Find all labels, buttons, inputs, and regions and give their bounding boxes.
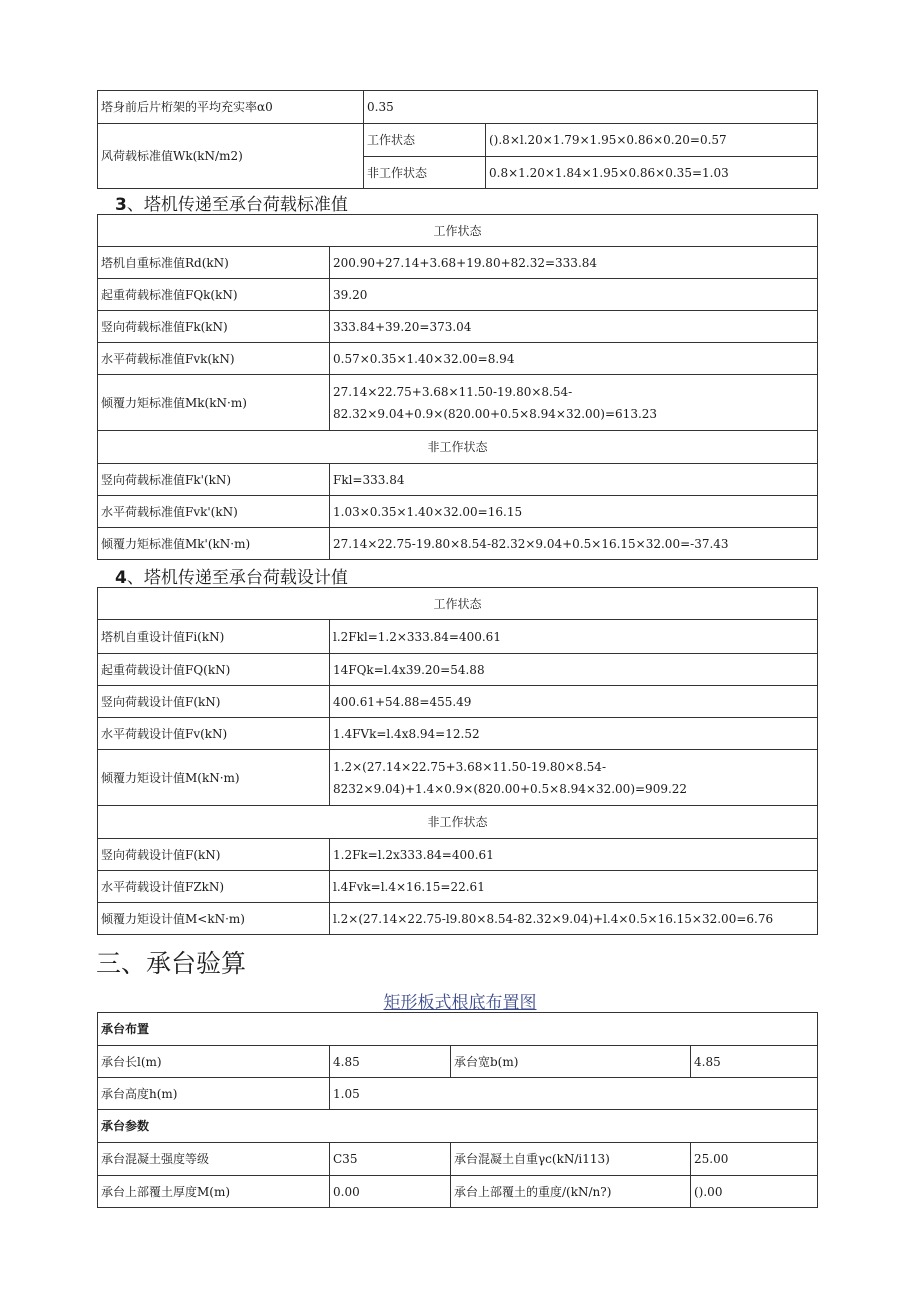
s4-row-label: 塔机自重设计值Fi(kN): [98, 620, 330, 654]
working-state-value: ().8×l.20×1.79×1.95×0.86×0.20=0.57: [486, 124, 818, 157]
cap-length-value: 4.85: [330, 1046, 451, 1078]
s3-row-value: 333.84+39.20=373.04: [330, 311, 818, 343]
cap-height-label: 承台高度h(m): [98, 1078, 330, 1110]
s3-working-header: 工作状态: [98, 215, 818, 247]
cap-concrete-label: 承台混凝土强度等级: [98, 1143, 330, 1176]
s3-nw-row-label: 竖向荷载标准值Fk'(kN): [98, 464, 330, 496]
section-3-number: 3: [115, 195, 127, 215]
s4-nw-row-label: 竖向荷载设计值F(kN): [98, 839, 330, 871]
cap-soil-thickness-label: 承台上部覆土厚度M(m): [98, 1176, 330, 1208]
cap-soil-weight-label: 承台上部覆土的重度/(kN/n?): [451, 1176, 691, 1208]
design-load-table: [97, 587, 818, 935]
s4-row-value: 1.4FVk=l.4x8.94=12.52: [330, 718, 818, 750]
s4-nw-row-value: 1.2Fk=l.2x333.84=400.61: [330, 839, 818, 871]
s3-nonworking-header: 非工作状态: [98, 431, 818, 464]
s3-row-label: 塔机自重标准值Rd(kN): [98, 247, 330, 279]
cap-params-header: 承台参数: [98, 1110, 818, 1143]
s4-moment-value: 1.2×(27.14×22.75+3.68×11.50-19.80×8.54-8232×9.04)+1.4×0.9×(820.00+0.5×8.94×32.00)=909.22: [330, 750, 818, 806]
s3-row-label: 水平荷载标准值Fvk(kN): [98, 343, 330, 375]
s3-nw-row-label: 水平荷载标准值Fvk'(kN): [98, 496, 330, 528]
cap-unit-weight-label: 承台混凝土自重γc(kN/i113): [451, 1143, 691, 1176]
s4-row-label: 起重荷载设计值FQ(kN): [98, 654, 330, 686]
cap-width-label: 承台宽b(m): [451, 1046, 691, 1078]
s3-moment-value: 27.14×22.75+3.68×11.50-19.80×8.54-82.32×9.04+0.9×(820.00+0.5×8.94×32.00)=613.23: [330, 375, 818, 431]
cap-layout-header: 承台布置: [98, 1013, 818, 1046]
s4-moment-label: 倾覆力矩设计值M(kN·m): [98, 750, 330, 806]
s4-nonworking-header: 非工作状态: [98, 806, 818, 839]
cap-table: [97, 1012, 818, 1208]
cap-concrete-value: C35: [330, 1143, 451, 1176]
fill-rate-value: 0.35: [364, 91, 818, 124]
s4-row-value: l.2Fkl=1.2×333.84=400.61: [330, 620, 818, 654]
s3-row-value: 200.90+27.14+3.68+19.80+82.32=333.84: [330, 247, 818, 279]
s4-nw-row-value: l.4Fvk=l.4×16.15=22.61: [330, 871, 818, 903]
cap-soil-weight-value: ().00: [691, 1176, 818, 1208]
cap-length-label: 承台长l(m): [98, 1046, 330, 1078]
s3-row-label: 起重荷载标准值FQk(kN): [98, 279, 330, 311]
section-4-number: 4: [115, 568, 127, 588]
fill-rate-label: 塔身前后片桁架的平均充实率α0: [98, 91, 364, 124]
s4-row-label: 水平荷载设计值Fv(kN): [98, 718, 330, 750]
s4-working-header: 工作状态: [98, 588, 818, 620]
section-3-title: 、塔机传递至承台荷载标准值: [126, 195, 348, 215]
s4-nw-row-value: l.2×(27.14×22.75-l9.80×8.54-82.32×9.04)+l.4×0.5×16.15×32.00=6.76: [330, 903, 818, 935]
s4-row-value: 400.61+54.88=455.49: [330, 686, 818, 718]
figure-caption: 矩形板式根底布置图: [383, 993, 537, 1013]
s3-moment-label: 倾覆力矩标准值Mk(kN·m): [98, 375, 330, 431]
s3-nw-row-label: 倾覆力矩标准值Mk'(kN·m): [98, 528, 330, 560]
cap-height-value: 1.05: [330, 1078, 818, 1110]
nonworking-state-label: 非工作状态: [364, 157, 486, 189]
chapter-3-title: 三、承台验算: [96, 949, 247, 978]
section-3-heading: [115, 190, 348, 215]
s3-nw-row-value: 1.03×0.35×1.40×32.00=16.15: [330, 496, 818, 528]
cap-soil-thickness-value: 0.00: [330, 1176, 451, 1208]
standard-load-table: [97, 214, 818, 560]
s3-nw-row-value: Fkl=333.84: [330, 464, 818, 496]
s4-nw-row-label: 倾覆力矩设计值M<kN·m): [98, 903, 330, 935]
cap-unit-weight-value: 25.00: [691, 1143, 818, 1176]
s3-row-value: 39.20: [330, 279, 818, 311]
s4-nw-row-label: 水平荷载设计值FZkN): [98, 871, 330, 903]
section-4-title: 、塔机传递至承台荷载设计值: [126, 568, 348, 588]
wind-load-table: [97, 90, 818, 189]
nonworking-state-value: 0.8×1.20×1.84×1.95×0.86×0.35=1.03: [486, 157, 818, 189]
section-4-heading: [115, 563, 348, 588]
s4-row-label: 竖向荷载设计值F(kN): [98, 686, 330, 718]
wk-label: 风荷载标准值Wk(kN/m2): [98, 124, 364, 189]
s3-row-label: 竖向荷载标准值Fk(kN): [98, 311, 330, 343]
s3-row-value: 0.57×0.35×1.40×32.00=8.94: [330, 343, 818, 375]
cap-width-value: 4.85: [691, 1046, 818, 1078]
s3-nw-row-value: 27.14×22.75-19.80×8.54-82.32×9.04+0.5×16.15×32.00=-37.43: [330, 528, 818, 560]
working-state-label: 工作状态: [364, 124, 486, 157]
s4-row-value: 14FQk=l.4x39.20=54.88: [330, 654, 818, 686]
